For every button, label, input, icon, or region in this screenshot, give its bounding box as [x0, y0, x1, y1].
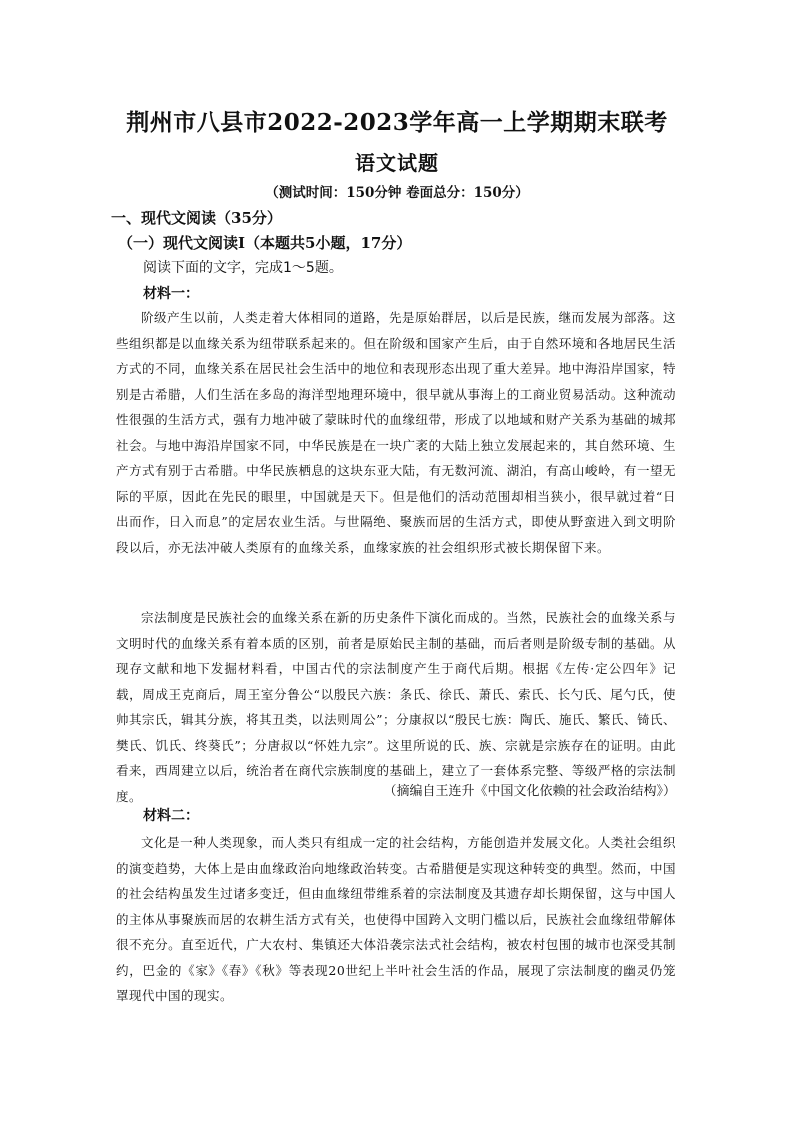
- exam-title: 荆州市八县市2022-2023学年高一上学期期末联考: [126, 109, 668, 136]
- material-1-label: 材料一：: [143, 286, 199, 302]
- material-1-paragraph-1: 阶级产生以前，人类走着大体相同的道路，先是原始群居，以后是民族，继而发展为部落。这些组织都是以血缘关系为纽带联系起来的。但在阶级和国家产生后，由于自然环境和各地居民生活方式的不同，血缘关系在居民社会生活中的地位和表现形态出现了重大差异。地中海沿岸国家，特别是古希腊，人们生活在多岛的海洋型地理环境中，很早就从事海上的工商业贸易活动。这种流动性很强的生活方式，强有力地冲破了蒙昧时代的血缘纽带，形成了以地域和财产关系为基础的城邦社会。与地中海沿岸国家不同，中华民族是在一块广袤的大陆上独立发展起来的，其自然环境、生产方式有别于古希腊。中华民族栖息的这块东亚大陆，有无数河流、湖泊，有高山峻岭，有一望无际的平原，因此在先民的眼里，中国就是天下。但是他们的活动范围却相当狭小，很早就过着“日出而作，日入而息”的定居农业生活。与世隔绝、聚族而居的生活方式，即使从野蛮进入到文明阶段以后，亦无法冲破人类原有的血缘关系，血缘家族的社会组织形式被长期保留下来。: [116, 310, 676, 555]
- exam-meta: （测试时间：150分钟 卷面总分：150分）: [265, 185, 529, 201]
- material-2-label: 材料二：: [143, 808, 199, 824]
- reading-instruction: 阅读下面的文字，完成1～5题。: [143, 260, 343, 276]
- material-1-paragraph-2: 宗法制度是民族社会的血缘关系在新的历史条件下演化而成的。当然，民族社会的血缘关系与文明时代的血缘关系有着本质的区别，前者是原始民主制的基础，而后者则是阶级专制的基础。从现存文献和地下发掘材料看，中国古代的宗法制度产生于商代后期。根据《左传·定公四年》记载，周成王克商后，周王室分鲁公“以殷民六族：条氏、徐氏、萧氏、索氏、长勺氏、尾勺氏，使帅其宗氏，辑其分族，将其丑类，以法则周公”；分康叔以“殷民七族：陶氏、施氏、繁氏、锜氏、樊氏、饥氏、终葵氏”；分唐叔以“怀姓九宗”。这里所说的氏、族、宗就是宗族存在的证明。由此看来，西周建立以后，统治者在商代宗族制度的基础上，建立了一套体系完整、等级严格的宗法制度。: [116, 610, 676, 804]
- exam-subtitle: 语文试题: [355, 151, 439, 175]
- section-heading: 一、现代文阅读（35分）: [111, 209, 282, 227]
- material-2-paragraph-1: 文化是一种人类现象，而人类只有组成一定的社会结构，方能创造并发展文化。人类社会组织的演变趋势，大体上是由血缘政治向地缘政治转变。古希腊便是实现这种转变的典型。然而，中国的社会结构虽发生过诸多变迁，但由血缘纽带维系着的宗法制度及其遗存却长期保留，这与中国人的主体从事聚族而居的农耕生活方式有关，也使得中国跨入文明门槛以后，民族社会血缘纽带解体很不充分。直至近代，广大农村、集镇还大体沿袭宗法式社会结构，被农村包围的城市也深受其制约，巴金的《家》《春》《秋》等表现20世纪上半叶社会生活的作品，展现了宗法制度的幽灵仍笼罩现代中国的现实。: [116, 835, 676, 1003]
- material-1-source: （摘编自王连升《中国文化依赖的社会政治结构》）: [383, 784, 676, 799]
- subsection-heading: （一）现代文阅读Ⅰ（本题共5小题，17分）: [118, 234, 412, 252]
